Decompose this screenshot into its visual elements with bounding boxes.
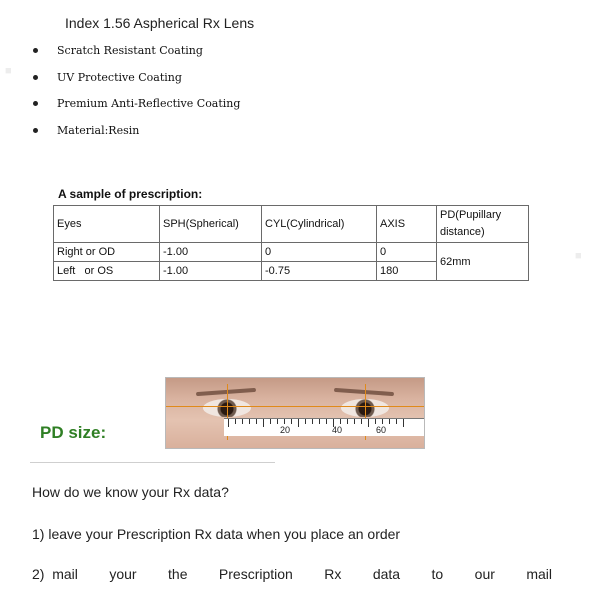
- ruler-tick: [291, 419, 292, 424]
- table-row: [54, 243, 529, 262]
- step-word: Rx: [324, 566, 342, 582]
- feature-item: UV Protective Coating: [30, 65, 240, 92]
- cell-eye: Right or OD: [54, 243, 160, 262]
- prescription-sample-title: A sample of prescription:: [58, 187, 203, 201]
- ruler-tick: [256, 419, 257, 424]
- ruler-tick: [284, 419, 285, 424]
- ruler-tick: [396, 419, 397, 424]
- ruler-tick: [249, 419, 250, 424]
- feature-item: Premium Anti-Reflective Coating: [30, 91, 240, 118]
- pupil-guide-line: [166, 406, 424, 407]
- cell-cyl: 0: [262, 243, 377, 262]
- ruler-tick: [242, 419, 243, 424]
- step-word: to: [431, 566, 444, 582]
- ruler-tick: [319, 419, 320, 424]
- watermark: ■: [575, 250, 583, 262]
- step-word: 2) mail: [32, 566, 78, 582]
- ruler-number: 60: [376, 425, 387, 435]
- instruction-step-2: [32, 566, 552, 582]
- header-eyes: Eyes: [54, 206, 160, 243]
- ruler-tick: [326, 419, 327, 424]
- header-axis: AXIS: [377, 206, 437, 243]
- ruler-tick: [228, 419, 229, 427]
- ruler-tick: [375, 419, 376, 424]
- header-pd: PD(Pupillary distance): [437, 206, 529, 243]
- step-word: Prescription: [218, 566, 293, 582]
- cell-sph: -1.00: [160, 262, 262, 281]
- cell-sph: -1.00: [160, 243, 262, 262]
- step-word: the: [168, 566, 188, 582]
- ruler-tick: [305, 419, 306, 424]
- step-word: our: [474, 566, 495, 582]
- section-divider: [30, 462, 275, 463]
- header-sph: SPH(Spherical): [160, 206, 262, 243]
- ruler-tick: [403, 419, 404, 427]
- ruler-tick: [298, 419, 299, 427]
- rx-question: How do we know your Rx data?: [32, 484, 229, 500]
- ruler-number: 40: [332, 425, 343, 435]
- feature-item: Scratch Resistant Coating: [30, 38, 240, 65]
- ruler-tick: [382, 419, 383, 424]
- ruler-tick: [263, 419, 264, 427]
- cell-cyl: -0.75: [262, 262, 377, 281]
- product-title: Index 1.56 Aspherical Rx Lens: [65, 15, 255, 31]
- table-header-row: [54, 206, 529, 243]
- ruler-tick: [312, 419, 313, 424]
- feature-item: Material:Resin: [30, 118, 240, 145]
- cell-pd: 62mm: [437, 243, 529, 281]
- ruler-tick: [235, 419, 236, 424]
- eyebrow-left: [196, 388, 256, 396]
- header-cyl: CYL(Cylindrical): [262, 206, 377, 243]
- step-word: your: [109, 566, 137, 582]
- step-word: data: [372, 566, 401, 582]
- prescription-table: [53, 205, 529, 281]
- step-word: mail: [526, 566, 552, 582]
- ruler-number: 20: [280, 425, 291, 435]
- ruler-tick: [347, 419, 348, 424]
- ruler-tick: [340, 419, 341, 424]
- eyebrow-right: [334, 388, 394, 396]
- ruler-tick: [270, 419, 271, 424]
- pd-ruler: [224, 418, 424, 436]
- pd-size-label: PD size:: [40, 423, 107, 442]
- ruler-tick: [277, 419, 278, 424]
- ruler-tick: [389, 419, 390, 424]
- cell-axis: 0: [377, 243, 437, 262]
- feature-list: [30, 38, 240, 144]
- ruler-tick: [368, 419, 369, 427]
- instruction-step-1: 1) leave your Prescription Rx data when you place an order: [32, 526, 401, 542]
- ruler-tick: [354, 419, 355, 424]
- cell-axis: 180: [377, 262, 437, 281]
- pd-measurement-photo: [165, 377, 425, 449]
- watermark: ■: [5, 65, 13, 77]
- ruler-tick: [361, 419, 362, 424]
- cell-eye: Left or OS: [54, 262, 160, 281]
